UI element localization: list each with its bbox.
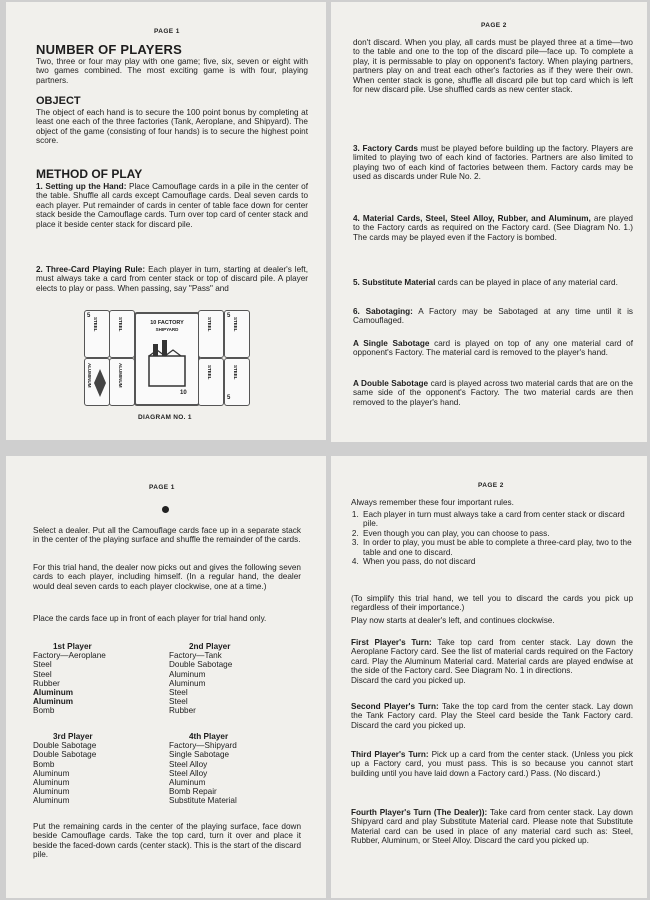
page-number: PAGE 2 [478,482,504,489]
page-number: PAGE 2 [481,22,507,29]
steel-card-right: STEEL 5 [224,310,250,358]
second-player-paragraph: Second Player's Turn: Take the top card from the center stack. Lay down the Tank Factory card. Play the Steel card beside the Tank Factory card. Discard the card you picked up. [351,702,633,730]
rule-item: 2. Even though you can play, you can choose to pass. [361,529,633,538]
page-2-bottom [331,456,647,898]
select-dealer-paragraph: Select a dealer. Put all the Camouflage cards face up in a separate stack in the center of the playing surface and shuffle the remainder of the cards. [33,526,301,545]
player-3-list: 3rd Player Double Sabotage Double Sabotage Bomb Aluminum Aluminum Aluminum Aluminum [33,732,97,806]
object-paragraph: The object of each hand is to secure the 100 point bonus by completing at least one each of the three factories (Tank, Aeroplane, and Shipyard). The object of the game (consisting of four hands) is to secure the highest point score. [36,108,308,146]
heading-object: OBJECT [36,95,81,107]
rule-6-paragraph: 6. Sabotaging: A Factory may be Sabotaged at any time until it is Camouflaged. [353,307,633,326]
players-paragraph: Two, three or four may play with one game; five, six, seven or eight with two games combined. The most exciting game is with four, playing partners. [36,57,308,85]
double-sabotage-paragraph: A Double Sabotage card is played across two material cards that are on the same side of the opponent's Factory. The two material cards are then removed to the player's hand. [353,379,633,407]
steel-card-right-2: STEEL 5 [224,358,250,406]
rule-4-paragraph: 4. Material Cards, Steel, Steel Alloy, Rubber, and Aluminum, are played to the Factory cards as required on the Factory card. (See Diagram No. 1.) The cards may be played even if the Factory is bombed. [353,214,633,242]
wing-icon [93,369,107,397]
steel-card-3: STEEL [198,310,224,358]
bullet-dot [162,506,169,513]
player-2-list: 2nd Player Factory—Tank Double Sabotage Aluminum Aluminum Steel Steel Rubber [169,642,233,716]
heading-number-of-players: NUMBER OF PLAYERS [36,42,182,57]
diagram-caption: DIAGRAM NO. 1 [138,414,192,421]
place-cards-paragraph: Place the cards face up in front of each player for trial hand only. [33,614,267,623]
three-card-rule-paragraph: 2. Three-Card Playing Rule: Each player in turn, starting at dealer's left, must always take a card from center stack or top of discard pile. A player elects to play or pass. When passing, say "Pass" and [36,265,308,293]
setup-paragraph: 1. Setting up the Hand: Place Camouflage cards in a pile in the center of the table. Shuffle all cards except Camouflage cards. Deal seven cards to each player. Put remainder of cards in center of table face down for center stack beside the Camouflage cards. Turn over top card of center stack and place it beside center stack for discard pile. [36,182,308,229]
page-2-top [331,2,647,442]
rule-item: 1. Each player in turn must always take a card from center stack or discard pile. [361,510,633,529]
page-1-top [6,2,326,440]
first-player-paragraph: First Player's Turn: Take top card from center stack. Lay down the Aeroplane Factory card. See the list of material cards required on the Factory card. Play the Aluminum Material card. Material cards are played endwise at the side of the Factory card. See Diagram No. 1 in directions. Discard the card you picked up. [351,638,633,685]
factory-icon [145,336,189,392]
heading-method-of-play: METHOD OF PLAY [36,167,143,181]
rule-item: 4. When you pass, do not discard [361,557,633,566]
aluminum-card-left: ALUMINUM [84,358,110,406]
page-1-bottom [6,456,326,898]
third-player-paragraph: Third Player's Turn: Pick up a card from the center stack. (Unless you pick up a Factory card, you must pass. This is so because you cannot start building until you have laid down a Factory card.) Pass. (No discard.) [351,750,634,778]
remaining-cards-paragraph: Put the remaining cards in the center of the playing surface, face down beside Camouflage cards. Take the top card, turn it over and place it beside the faced-down cards (center stack). This is the start of the discard pile. [33,822,301,860]
single-sabotage-paragraph: A Single Sabotage card is played on top of any one material card of opponent's Factory. The material card is removed to the player's hand. [353,339,633,358]
rule-5-paragraph: 5. Substitute Material cards can be played in place of any material card. [353,278,618,287]
factory-card: 10 FACTORY SHIPYARD 10 [134,312,200,406]
trial-hand-paragraph: For this trial hand, the dealer now picks out and gives the following seven cards to each player, including himself. (In a regular hand, the dealer would deal seven cards to each player clockwise, one at a time.) [33,563,301,591]
player-1-list: 1st Player Factory—Aeroplane Steel Steel Rubber Aluminum Aluminum Bomb [33,642,106,716]
steel-card-left: STEEL 5 [84,310,110,358]
rule-item: 3. In order to play, you must be able to complete a three-card play, two to the table and one to discard. [361,538,633,557]
fourth-player-paragraph: Fourth Player's Turn (The Dealer)): Take card from center stack. Lay down Shipyard card and play Substitute Material card. Please note that Substitute Material card can be used in place of any material card such as: Steel, Rubber, Aluminum, or Steel Alloy. Discard the card you picked up. [351,808,633,846]
steel-card-4: STEEL [198,358,224,406]
rule-3-paragraph: 3. Factory Cards must be played before building up the factory. Players are limited to playing two of each kind of factories. Partners are also limited to playing two of each kind of factories between them. Factory cards may be used as discards under Rule No. 2. [353,144,634,182]
steel-card-2: STEEL [109,310,135,358]
page-number: PAGE 1 [149,484,175,491]
important-rules-list [351,510,633,566]
player-4-list: 4th Player Factory—Shipyard Single Sabotage Steel Alloy Steel Alloy Aluminum Bomb Repair Substitute Material [169,732,237,806]
aluminum-card-2: ALUMINUM [109,358,135,406]
continued-paragraph: don't discard. When you play, all cards must be played three at a time—two to the table and one to the top of the discard pile—face up. To complete a play, it is permissable to play on opponent's factory. When playing partners, partners play on and treat each other's factories as if they were their own. When center stack is gone, shuffle all discard pile but top card which is left for new discard pile. Use shuffled cards as new center stack. [353,38,633,95]
play-starts-paragraph: Play now starts at dealer's left, and continues clockwise. [351,616,555,625]
page-number: PAGE 1 [154,28,180,35]
remember-paragraph: Always remember these four important rules. [351,498,514,507]
simplify-paragraph: (To simplify this trial hand, we tell you to discard the cards you pick up regardless of their importance.) [351,594,633,613]
